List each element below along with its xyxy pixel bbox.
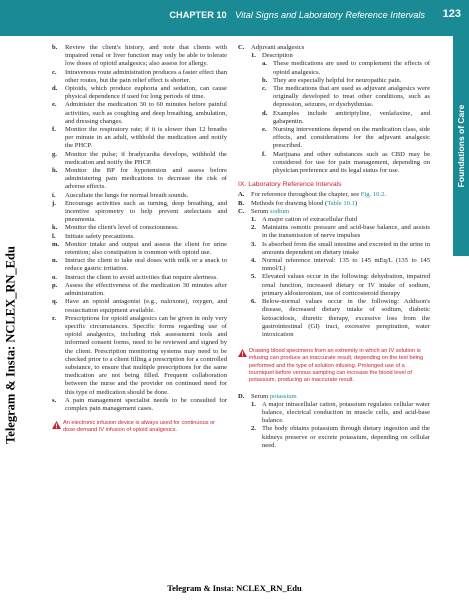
list-heading bbox=[238, 393, 430, 401]
item-text: Monitor the pulse; if bradycardia develops, withhold the medication and notify the PHCP. bbox=[65, 150, 227, 166]
item-text: Marijuana and other substances such as CBD may be considered for use for pain management, depending on physician preference and its legal status for use. bbox=[273, 150, 430, 175]
item-text: The body obtains potassium through dietary ingestion and the kidneys preserve or excrete potassium, depending on cellular need. bbox=[262, 425, 430, 449]
list-item bbox=[52, 241, 227, 257]
list-item bbox=[251, 425, 430, 450]
item-text: Encourage activities such as turning, deep breathing, and incentive spirometry to help prevent atelectasis and pneumonia. bbox=[65, 199, 227, 224]
item-text: The medications that are used as adjuvant analgesics were originally developed to treat other conditions, such as depression, seizures, or dysrhythmias. bbox=[273, 85, 430, 109]
item-text: Monitor the respiratory rate; if it is slower than 12 breaths per minute in an adult, withhold the medication and notify the PHCP. bbox=[65, 126, 227, 150]
item-text: Maintains osmotic pressure and acid-base balance, and assists in the transmission of nerve impulses bbox=[262, 224, 430, 240]
list-item bbox=[52, 192, 227, 200]
item-label: j. bbox=[52, 199, 56, 207]
item-text: Below-normal values occur in the following: Addison's disease, decreased dietary intake of sodium, diabetic ketoacidosis, diuretic therapy, excessive loss from the gastrointestinal (GI) tract, excessive perspiration, water intoxication bbox=[262, 298, 430, 338]
item-text: Description bbox=[262, 52, 293, 60]
list-item bbox=[52, 200, 227, 225]
description-list bbox=[262, 60, 430, 175]
item-text: A pain management specialist needs to be consulted for complex pain management cases. bbox=[65, 396, 227, 412]
list-item bbox=[52, 44, 227, 69]
item-text: Auscultate the lungs for normal breath sounds. bbox=[65, 191, 189, 199]
item-label: h. bbox=[52, 167, 58, 175]
item-text bbox=[251, 393, 430, 401]
item-label: C. bbox=[238, 207, 245, 215]
item-text: Initiate safety precautions. bbox=[65, 232, 135, 240]
list-item bbox=[251, 241, 430, 257]
item-text: These medications are used to complement the effects of opioid analgesics. bbox=[273, 60, 430, 76]
list-item bbox=[52, 257, 227, 273]
list-item bbox=[251, 298, 430, 339]
item-label: c. bbox=[262, 85, 267, 93]
item-label: k. bbox=[52, 224, 58, 232]
item-label: s. bbox=[52, 396, 57, 404]
item-label: 4. bbox=[251, 257, 256, 265]
item-text: Opioids, which produce euphoria and sedation, can cause physical dependence if used for long periods of time. bbox=[65, 85, 227, 101]
page-number: 123 bbox=[442, 8, 461, 20]
side-tab-label: Foundations of Care bbox=[456, 104, 466, 188]
item-label: m. bbox=[52, 240, 60, 248]
list-heading bbox=[238, 208, 430, 216]
list-item bbox=[52, 126, 227, 151]
list-item bbox=[52, 233, 227, 241]
chapter-label: CHAPTER 10 bbox=[169, 10, 227, 20]
watermark-bottom: Telegram & Insta: NCLEX_RN_Edu bbox=[167, 583, 302, 593]
item-label: a. bbox=[262, 60, 267, 68]
item-label: f. bbox=[262, 150, 266, 158]
list-item bbox=[52, 167, 227, 192]
item-label: n. bbox=[52, 257, 58, 265]
item-text: Review the client's history, and note that clients with impaired renal or liver function may only be able to tolerate low doses of opioid analgesics; also assess for allergy. bbox=[65, 44, 227, 68]
item-label: 2. bbox=[251, 425, 256, 433]
item-text: Nursing interventions depend on the medication class, side effects, and considerations for the adjuvant analgesic prescribed. bbox=[273, 126, 430, 150]
item-text: Prescriptions for opioid analgesics can be given in only very specific circumstances. Specific forms regarding use of opioid analgesics, including risk assessment tools and informed consent forms, need to be reviewed and signed by the client. Prescription monitoring systems may need to be checked prior to a client filling a prescription for a controlled substance, to ensure that multiple prescriptions for the same medication are not being filled. Frequent collaboration between the nurse and the provider on continued need for this type of medication should be done. bbox=[65, 314, 227, 396]
item-text: A major intracellular cation, potassium regulates cellular water balance, electrical conduction in muscle cells, and acid-base balance. bbox=[262, 400, 430, 425]
item-label: B. bbox=[238, 199, 245, 207]
serum-prefix: Serum bbox=[251, 207, 270, 215]
figure-link[interactable]: Fig. 10.2 bbox=[360, 191, 385, 199]
watermark-left bbox=[2, 220, 20, 470]
item-text: Normal reference interval: 135 to 145 mEq/L (135 to 145 mmol/L) bbox=[262, 257, 430, 273]
item-label: A. bbox=[238, 191, 245, 199]
alert-text: An electronic infusion device is always used for continuous or dose-demand IV infusion of opioid analgesics. bbox=[63, 420, 216, 434]
sodium-list bbox=[251, 216, 430, 339]
alert-box bbox=[238, 348, 430, 384]
item-text: Monitor intake and output and assess the client for urine retention; also constipation is common with opioid use. bbox=[65, 240, 227, 257]
list-item bbox=[52, 274, 227, 282]
item-text: Is absorbed from the small intestine and excreted in the urine in amounts dependent on dietary intake bbox=[262, 240, 430, 256]
list-item bbox=[262, 60, 430, 76]
list-item bbox=[238, 191, 430, 199]
list-heading bbox=[251, 52, 430, 60]
item-label: e. bbox=[52, 101, 57, 109]
list-item bbox=[251, 216, 430, 224]
list-item bbox=[251, 401, 430, 426]
warning-icon bbox=[238, 349, 249, 384]
potassium-list bbox=[251, 401, 430, 450]
watermark-left-text: Telegram & Insta: NCLEX_RN_Edu bbox=[3, 246, 18, 444]
page-header bbox=[0, 0, 469, 36]
list-item bbox=[52, 101, 227, 126]
right-column bbox=[238, 44, 430, 450]
item-label: 1. bbox=[251, 52, 256, 60]
item-text: Intravenous route administration produces a faster effect than other routes, but the pain relief effect is shorter. bbox=[65, 68, 227, 84]
item-label: e. bbox=[262, 126, 267, 134]
serum-prefix: Serum bbox=[251, 392, 270, 400]
list-item bbox=[262, 126, 430, 151]
list-item bbox=[52, 397, 227, 413]
potassium-term: potassium bbox=[269, 392, 297, 400]
item-text: Adjuvant analgesics bbox=[251, 44, 305, 51]
warning-icon bbox=[52, 421, 63, 435]
ref-prefix: For reference throughout the chapter, see bbox=[251, 191, 361, 199]
list-item bbox=[262, 85, 430, 110]
item-text: Administer the medication 30 to 60 minutes before painful activities, such as coughing and deep breathing, ambulation, and dressing changes. bbox=[65, 101, 227, 125]
item-label: l. bbox=[52, 232, 56, 240]
item-label: 1. bbox=[251, 400, 256, 408]
list-item bbox=[52, 315, 227, 397]
item-text: Elevated values occur in the following: dehydration, impaired renal function, increased dietary or IV intake of sodium, primary aldosteronism, use of corticosteroid therapy bbox=[262, 273, 430, 297]
ref-prefix: Methods for drawing blood ( bbox=[251, 199, 328, 207]
item-label: g. bbox=[52, 150, 57, 158]
item-text: They are especially helpful for neuropathic pain. bbox=[273, 76, 402, 84]
item-label: f. bbox=[52, 126, 56, 134]
table-link[interactable]: Table 10.1 bbox=[327, 199, 355, 207]
list-item bbox=[262, 110, 430, 126]
item-label: 5. bbox=[251, 273, 256, 281]
item-label: o. bbox=[52, 273, 57, 281]
chapter-title: Vital Signs and Laboratory Reference Intervals bbox=[235, 10, 425, 20]
item-label: d. bbox=[52, 85, 58, 93]
list-item bbox=[251, 257, 430, 273]
list-item bbox=[52, 151, 227, 167]
item-text: Assess the effectiveness of the medication 30 minutes after administration. bbox=[65, 281, 227, 298]
item-text: Monitor the client's level of consciousness. bbox=[65, 224, 179, 232]
item-text bbox=[251, 191, 430, 199]
section-heading: IX. Laboratory Reference Intervals bbox=[238, 181, 342, 189]
item-text: Instruct the client to avoid activities that require alertness. bbox=[65, 273, 218, 281]
item-text: Monitor the BP for hypotension and assess before administering pain medications to decrease the risk of adverse effects. bbox=[65, 167, 227, 191]
list-item bbox=[52, 224, 227, 232]
left-column bbox=[52, 44, 227, 435]
item-label: 6. bbox=[251, 298, 256, 306]
item-text: Instruct the client to take oral doses with milk or a snack to reduce gastric irritation. bbox=[65, 257, 227, 273]
list-item bbox=[251, 273, 430, 298]
item-label: c. bbox=[52, 68, 57, 76]
list-item bbox=[52, 282, 227, 298]
item-text: Examples include amitriptyline, venlafaxine, and gabapentin. bbox=[273, 109, 430, 125]
item-text: A major cation of extracellular fluid bbox=[262, 216, 358, 224]
list-item bbox=[251, 224, 430, 240]
list-item bbox=[52, 69, 227, 85]
item-label: 3. bbox=[251, 240, 256, 248]
item-text: Have an opioid antagonist (e.g., naloxone), oxygen, and resuscitation equipment available. bbox=[65, 298, 227, 314]
list-heading bbox=[238, 44, 430, 52]
item-label: q. bbox=[52, 298, 58, 306]
item-label: d. bbox=[262, 109, 268, 117]
ref-suffix: ) bbox=[354, 199, 358, 207]
list-item bbox=[262, 151, 430, 176]
list-item bbox=[262, 77, 430, 85]
item-label: C. bbox=[238, 44, 245, 51]
item-text bbox=[251, 200, 430, 208]
alert-box bbox=[52, 420, 227, 435]
item-label: D. bbox=[238, 392, 245, 400]
item-label: i. bbox=[52, 191, 56, 199]
sodium-term: sodium bbox=[269, 207, 290, 215]
list-item bbox=[238, 200, 430, 208]
item-label: b. bbox=[52, 44, 58, 51]
item-label: r. bbox=[52, 314, 56, 322]
item-label: b. bbox=[262, 76, 268, 84]
item-label: 2. bbox=[251, 224, 256, 232]
list-item bbox=[52, 298, 227, 314]
item-text bbox=[251, 208, 430, 216]
alert-text: Drawing blood specimens from an extremity in which an IV solution is infusing can produce an inaccurate result, depending on the test being performed and the type of solution infusing. Prolonged use of a tourniquet before venous sampling can increase the blood level of potassium, producing an inaccurate result. bbox=[249, 348, 424, 384]
running-head bbox=[169, 10, 425, 20]
ref-suffix: . bbox=[384, 191, 387, 199]
item-label: 1. bbox=[251, 216, 256, 224]
list-item bbox=[52, 85, 227, 101]
item-label: p. bbox=[52, 281, 58, 289]
side-tab bbox=[453, 36, 469, 256]
